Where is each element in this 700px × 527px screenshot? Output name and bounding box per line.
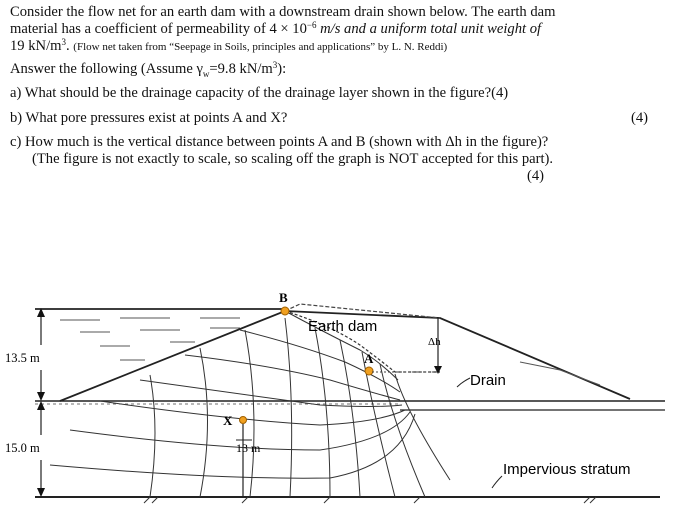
drain-leader <box>457 378 470 387</box>
label-drain: Drain <box>470 372 506 389</box>
label-delta-h: Δh <box>428 336 441 348</box>
intro-line-2: material has a coefficient of permeability of $4 \times 10^{-6}$ m/s and a uniform total unit weight of <box>10 20 542 37</box>
point-x-marker <box>240 417 247 424</box>
label-dim-13: 13 m <box>236 441 261 455</box>
question-c-line-2: (The figure is not exactly to scale, so scaling off the graph is NOT accepted for this part). <box>32 151 554 167</box>
intro-line-3: 19 $kN/m^3$. (Flow net taken from “Seepage in Soils, principles and applications” by L. N. Reddi) <box>10 37 448 54</box>
impervious-leader <box>492 476 502 488</box>
question-a: a) What should be the drainage capacity of the drainage layer shown in the figure?(4) <box>10 85 509 101</box>
equipotential-lines <box>150 318 450 497</box>
label-dim-13-5: 13.5 m <box>5 351 40 365</box>
label-point-a: A <box>364 351 374 366</box>
dam-crest <box>285 304 440 318</box>
label-earth-dam: Earth dam <box>308 318 378 335</box>
citation: (Flow net taken from “Seepage in Soils, principles and applications” by L. N. Reddi) <box>73 41 448 53</box>
question-b: b) What pore pressures exist at points A and X? <box>10 110 288 126</box>
assumption-line: Answer the following (Assume $\gamma_w=9.8$ $kN/m^3$): <box>10 60 287 79</box>
dim-135-arrow-bottom <box>37 392 45 401</box>
question-c-line-1: c) How much is the vertical distance between points A and B (shown with Δh in the figure)? <box>10 134 549 150</box>
label-dim-15: 15.0 m <box>5 441 40 455</box>
dh-arrow-head <box>434 366 442 374</box>
dim-15-arrow-top <box>37 401 45 410</box>
label-impervious-stratum: Impervious stratum <box>503 461 631 478</box>
intro-line-1: Consider the flow net for an earth dam with a downstream drain shown below. The earth dam <box>10 4 556 20</box>
question-c-marks: (4) <box>527 168 545 184</box>
point-a-marker <box>365 367 373 375</box>
label-point-b: B <box>279 290 288 305</box>
point-b-marker <box>281 307 289 315</box>
label-point-x: X <box>223 413 233 428</box>
question-b-marks: (4) <box>631 110 649 126</box>
dim-15-arrow-bottom <box>37 488 45 497</box>
flow-lines <box>50 311 415 478</box>
